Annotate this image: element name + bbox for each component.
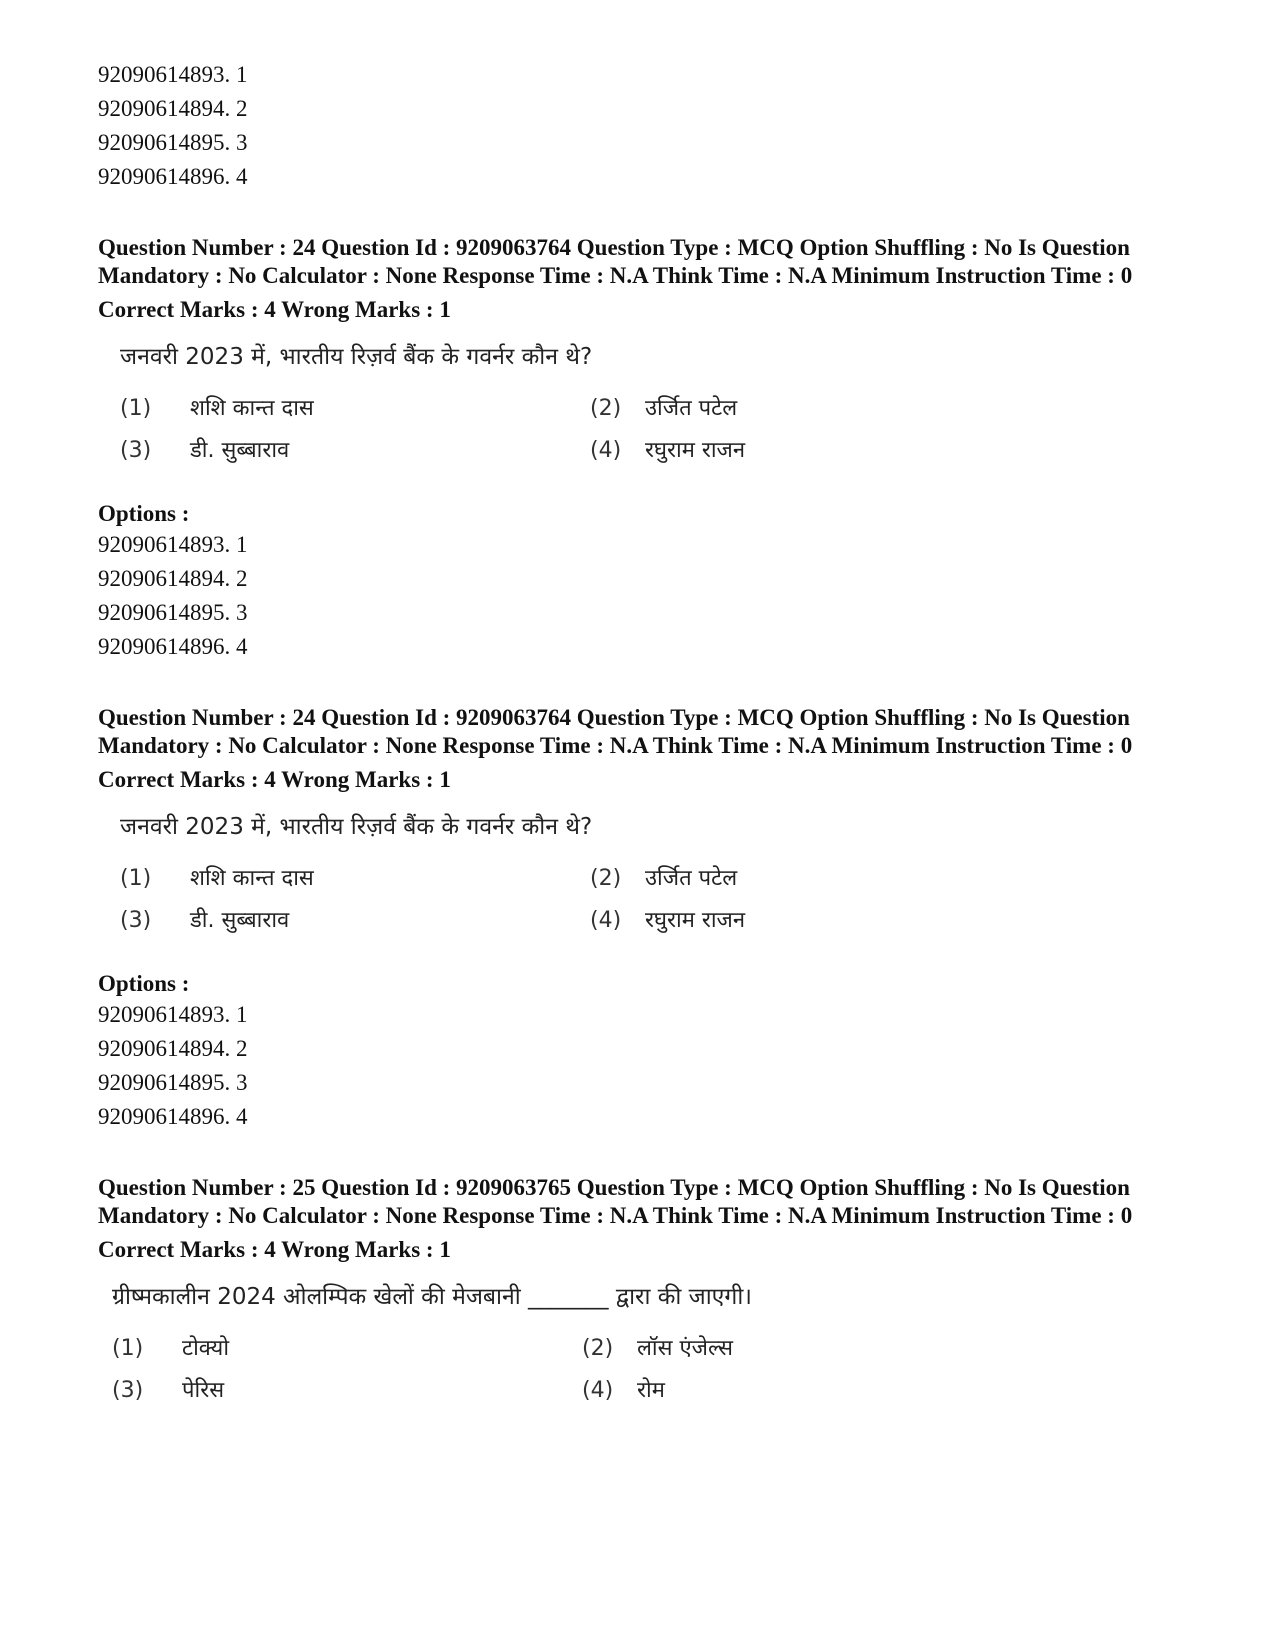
marks-line: Correct Marks : 4 Wrong Marks : 1 xyxy=(98,767,451,792)
question-block xyxy=(98,704,1198,1134)
options-label: Options : xyxy=(98,501,190,526)
choice-text: डी. सुब्बाराव xyxy=(190,908,290,933)
choice-number: (1) xyxy=(120,866,152,891)
marks-line: Correct Marks : 4 Wrong Marks : 1 xyxy=(98,1237,451,1262)
choice-number: (4) xyxy=(582,1378,614,1403)
option-line: 92090614893. 1 xyxy=(98,1002,248,1027)
option-line: 92090614894. 2 xyxy=(98,1036,248,1061)
choice-text: उर्जित पटेल xyxy=(645,396,738,421)
question-block xyxy=(98,1174,1198,1406)
choice-text: उर्जित पटेल xyxy=(645,866,738,891)
choice-number: (3) xyxy=(120,908,152,933)
choice-grid xyxy=(112,1334,1198,1406)
question-image xyxy=(120,342,1198,466)
document-page xyxy=(98,58,1198,1406)
choice-text: रघुराम राजन xyxy=(645,438,746,463)
choice-text: डी. सुब्बाराव xyxy=(190,438,290,463)
choice-text: लॉस एंजेल्स xyxy=(637,1336,734,1361)
option-line: 92090614893. 1 xyxy=(98,532,248,557)
question-meta: Question Number : 24 Question Id : 9209063764 Question Type : MCQ Option Shuffling : No Is Question Mandatory : No Calculator : None Response Time : N.A Think Time : N.A Minimum Instruction Time : 0 xyxy=(98,705,1133,758)
choice-text: रघुराम राजन xyxy=(645,908,746,933)
question-image xyxy=(112,1282,1198,1406)
option-line: 92090614893. 1 xyxy=(98,62,248,87)
choice-number: (3) xyxy=(120,438,152,463)
top-options-list xyxy=(98,58,1198,194)
choice-text: टोक्यो xyxy=(182,1336,230,1361)
question-text: जनवरी 2023 में, भारतीय रिज़र्व बैंक के गवर्नर कौन थे? xyxy=(120,814,593,840)
choice-text: शशि कान्त दास xyxy=(190,396,314,421)
option-line: 92090614896. 4 xyxy=(98,164,248,189)
choice-number: (1) xyxy=(120,396,152,421)
choice-number: (2) xyxy=(582,1336,614,1361)
choice-number: (3) xyxy=(112,1378,144,1403)
choice-number: (4) xyxy=(590,908,622,933)
option-line: 92090614896. 4 xyxy=(98,634,248,659)
question-text: जनवरी 2023 में, भारतीय रिज़र्व बैंक के गवर्नर कौन थे? xyxy=(120,344,593,370)
choice-number: (4) xyxy=(590,438,622,463)
question-text: ग्रीष्मकालीन 2024 ओलम्पिक खेलों की मेजबानी _______ द्वारा की जाएगी। xyxy=(112,1284,753,1310)
option-line: 92090614895. 3 xyxy=(98,600,248,625)
option-line: 92090614894. 2 xyxy=(98,566,248,591)
choice-text: पेरिस xyxy=(182,1378,225,1403)
choice-grid xyxy=(120,394,1198,466)
options-label: Options : xyxy=(98,971,190,996)
question-image xyxy=(120,812,1198,936)
choice-number: (2) xyxy=(590,866,622,891)
option-line: 92090614895. 3 xyxy=(98,130,248,155)
choice-text: शशि कान्त दास xyxy=(190,866,314,891)
question-meta: Question Number : 25 Question Id : 9209063765 Question Type : MCQ Option Shuffling : No Is Question Mandatory : No Calculator : None Response Time : N.A Think Time : N.A Minimum Instruction Time : 0 xyxy=(98,1175,1133,1228)
option-line: 92090614894. 2 xyxy=(98,96,248,121)
choice-number: (1) xyxy=(112,1336,144,1361)
marks-line: Correct Marks : 4 Wrong Marks : 1 xyxy=(98,297,451,322)
choice-text: रोम xyxy=(637,1378,665,1403)
question-block xyxy=(98,234,1198,664)
question-meta: Question Number : 24 Question Id : 9209063764 Question Type : MCQ Option Shuffling : No Is Question Mandatory : No Calculator : None Response Time : N.A Think Time : N.A Minimum Instruction Time : 0 xyxy=(98,235,1133,288)
choice-grid xyxy=(120,864,1198,936)
choice-number: (2) xyxy=(590,396,622,421)
option-line: 92090614895. 3 xyxy=(98,1070,248,1095)
option-line: 92090614896. 4 xyxy=(98,1104,248,1129)
